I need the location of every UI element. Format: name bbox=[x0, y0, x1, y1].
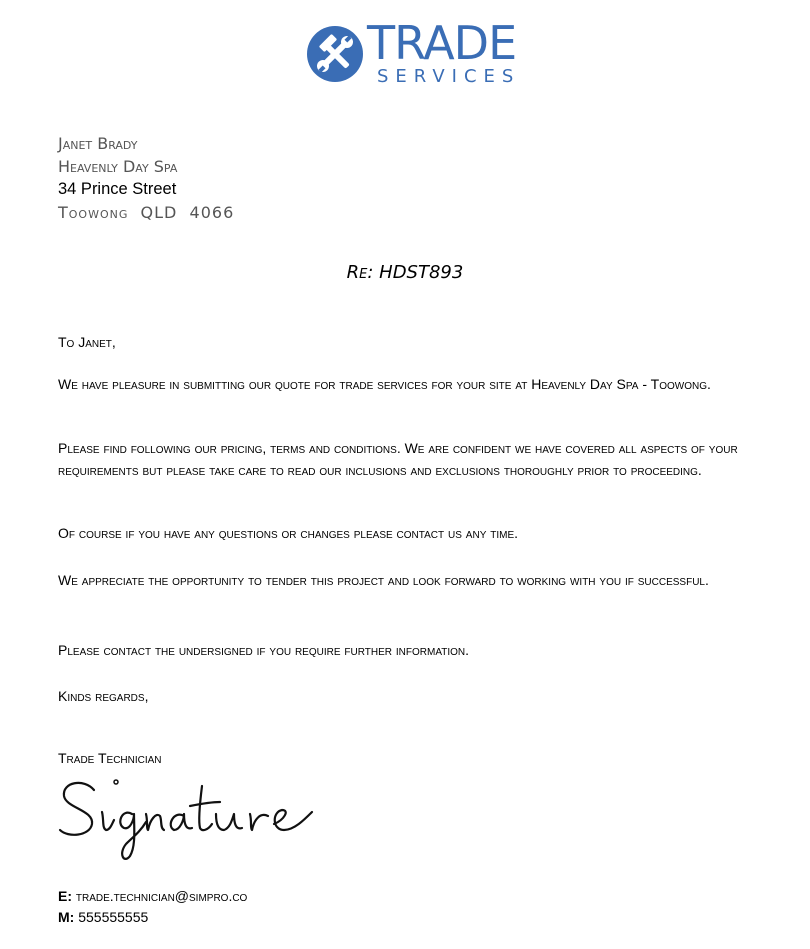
mobile-line bbox=[58, 907, 247, 928]
mobile-label: M: bbox=[58, 909, 75, 925]
logo-subtitle: SERVICES bbox=[377, 66, 521, 87]
recipient-name: Janet Brady bbox=[58, 134, 138, 153]
paragraph: Please find following our pricing, terms and conditions. We are confident we have covered all aspects of your requirements but please take care to read our inclusions and exclusions thoroughly prior to proceeding. bbox=[58, 440, 738, 478]
greeting: To Janet, bbox=[58, 334, 116, 350]
email-line bbox=[58, 886, 247, 907]
email-link[interactable]: trade.technician@simpro.co bbox=[75, 888, 248, 904]
reference-heading: Re: HDST893 bbox=[346, 262, 464, 283]
recipient-city: Toowong QLD 4066 bbox=[58, 203, 235, 222]
recipient-address bbox=[58, 132, 234, 224]
recipient-street: 34 Prince Street bbox=[58, 180, 177, 198]
company-logo bbox=[307, 16, 521, 90]
paragraph: We have pleasure in submitting our quote for trade services for your site at Heavenly Day Spa - Toowong. bbox=[58, 376, 711, 392]
logo-wordmark: TRADE bbox=[367, 16, 517, 70]
recipient-company: Heavenly Day Spa bbox=[58, 157, 178, 176]
email-label: E: bbox=[58, 888, 72, 904]
mobile-number: 555555555 bbox=[78, 909, 149, 925]
paragraph: Please contact the undersigned if you require further information. bbox=[58, 642, 470, 658]
closing: Kinds regards, bbox=[58, 688, 149, 704]
paragraph: We appreciate the opportunity to tender this project and look forward to working with you if successful. bbox=[58, 572, 709, 588]
signatory-title: Trade Technician bbox=[58, 750, 162, 766]
paragraph: Of course if you have any questions or changes please contact us any time. bbox=[58, 525, 519, 541]
handwritten-signature bbox=[54, 768, 324, 864]
contact-details bbox=[58, 886, 247, 928]
hammer-wrench-icon bbox=[307, 26, 363, 82]
